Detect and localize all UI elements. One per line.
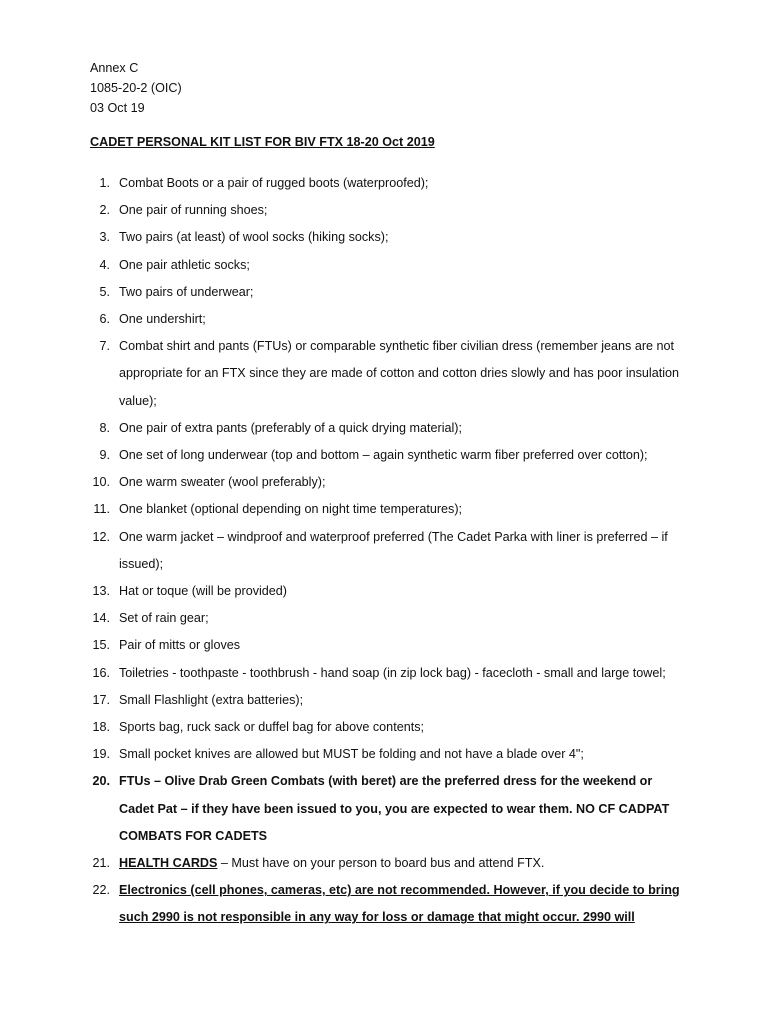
- item-text: Two pairs (at least) of wool socks (hiking socks);: [119, 230, 389, 245]
- item-number: 2.: [99, 203, 110, 218]
- document-date: 03 Oct 19: [90, 101, 145, 115]
- list-item: [90, 469, 690, 496]
- item-number: 7.: [99, 339, 110, 354]
- item-text: Two pairs of underwear;: [119, 284, 254, 299]
- list-item: [90, 197, 690, 224]
- item-number: 12.: [92, 529, 110, 544]
- list-item: [90, 714, 690, 741]
- list-item: [90, 741, 690, 768]
- kit-list: [90, 170, 690, 932]
- list-item: [90, 170, 690, 197]
- item-text: Electronics (cell phones, cameras, etc) are not recommended. However, if you decide to bring such 2990 is not responsible in any way for loss or damage that might occur. 2990 will: [119, 883, 680, 925]
- item-number: 18.: [92, 720, 110, 735]
- document-title: CADET PERSONAL KIT LIST FOR BIV FTX 18-20 Oct 2019: [90, 135, 435, 149]
- file-reference: 1085-20-2 (OIC): [90, 81, 182, 95]
- item-number: 4.: [99, 257, 110, 272]
- list-item: [90, 850, 690, 877]
- annex-label: Annex C: [90, 61, 139, 75]
- list-item: [90, 524, 690, 578]
- item-text: One pair of extra pants (preferably of a quick drying material);: [119, 420, 462, 435]
- item-text: One warm sweater (wool preferably);: [119, 475, 326, 490]
- item-text: Combat Boots or a pair of rugged boots (waterproofed);: [119, 176, 429, 190]
- item-text: One undershirt;: [119, 312, 206, 327]
- item-number: 1.: [99, 176, 110, 190]
- item-text: One warm jacket – windproof and waterproof preferred (The Cadet Parka with liner is preferred – if issued);: [119, 529, 668, 571]
- item-text: Set of rain gear;: [119, 611, 209, 626]
- list-item: [90, 768, 690, 850]
- item-text: Hat or toque (will be provided): [119, 584, 287, 599]
- item-text: Pair of mitts or gloves: [119, 638, 241, 653]
- list-item: [90, 252, 690, 279]
- item-text: FTUs – Olive Drab Green Combats (with beret) are the preferred dress for the weekend or Cadet Pat – if they have been issued to you, you are expected to wear them. NO CF CADPAT COMBATS FOR CADETS: [119, 774, 670, 843]
- item-number: 6.: [99, 312, 110, 327]
- list-item: [90, 415, 690, 442]
- item-number: 20.: [92, 774, 110, 789]
- list-item: [90, 224, 690, 251]
- item-text: One pair of running shoes;: [119, 203, 268, 218]
- item-number: 14.: [92, 611, 110, 626]
- item-text: One blanket (optional depending on night time temperatures);: [119, 502, 463, 517]
- item-number: 16.: [92, 665, 110, 680]
- list-item: [90, 605, 690, 632]
- item-number: 22.: [92, 883, 110, 898]
- item-number: 10.: [92, 475, 110, 490]
- list-item: [90, 687, 690, 714]
- item-lead: HEALTH CARDS: [119, 856, 218, 871]
- list-item: [90, 496, 690, 523]
- item-number: 3.: [99, 230, 110, 245]
- list-item: [90, 442, 690, 469]
- list-item: [90, 660, 690, 687]
- item-text: Combat shirt and pants (FTUs) or comparable synthetic fiber civilian dress (remember jeans are not appropriate for an FTX since they are made of cotton and cotton dries slowly and has poor insulation value);: [119, 339, 680, 408]
- item-text: Sports bag, ruck sack or duffel bag for above contents;: [119, 720, 424, 735]
- item-number: 9.: [99, 448, 110, 463]
- list-item: [90, 877, 690, 931]
- list-item: [90, 306, 690, 333]
- item-text: One set of long underwear (top and bottom – again synthetic warm fiber preferred over cotton);: [119, 448, 648, 463]
- item-number: 8.: [99, 420, 110, 435]
- item-number: 15.: [92, 638, 110, 653]
- item-text: One pair athletic socks;: [119, 257, 250, 272]
- item-number: 11.: [93, 502, 110, 517]
- list-item: [90, 632, 690, 659]
- item-number: 5.: [99, 284, 110, 299]
- item-text: Toiletries - toothpaste - toothbrush - hand soap (in zip lock bag) - facecloth - small and large towel;: [119, 665, 666, 680]
- item-number: 17.: [92, 692, 110, 707]
- list-item: [90, 333, 690, 415]
- item-number: 21.: [92, 856, 110, 871]
- item-text: Small Flashlight (extra batteries);: [119, 692, 304, 707]
- list-item: [90, 279, 690, 306]
- item-number: 19.: [92, 747, 110, 762]
- item-number: 13.: [92, 584, 110, 599]
- item-text: Small pocket knives are allowed but MUST be folding and not have a blade over 4";: [119, 747, 584, 762]
- item-text: – Must have on your person to board bus and attend FTX.: [217, 856, 545, 871]
- list-item: [90, 578, 690, 605]
- document-header: [90, 58, 182, 118]
